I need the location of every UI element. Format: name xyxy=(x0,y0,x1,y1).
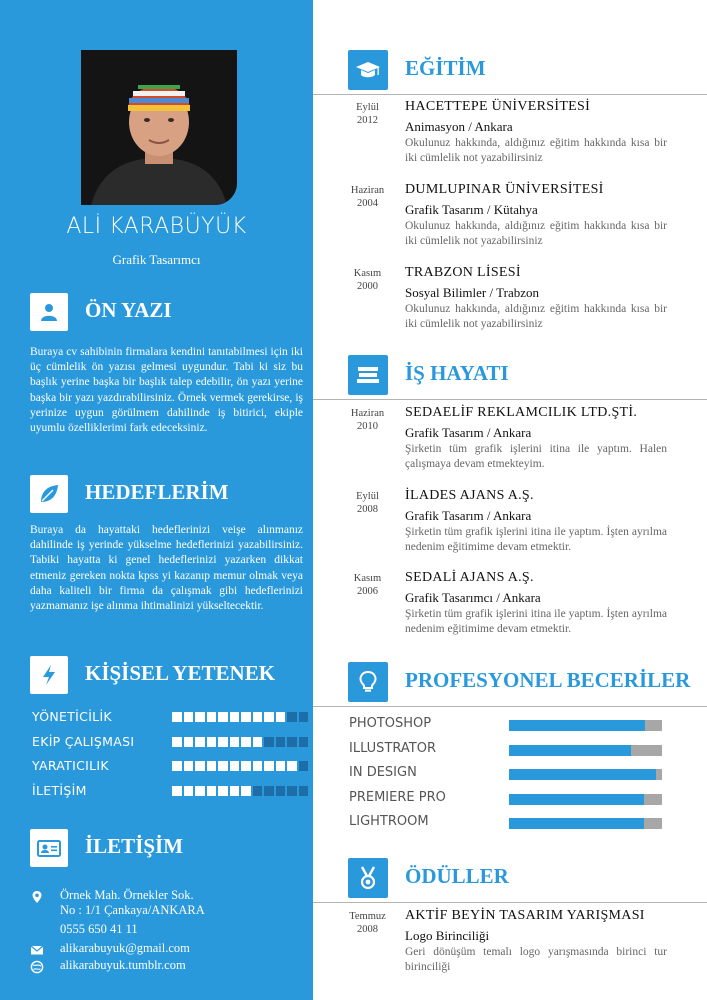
goals-text: Buraya da hayattaki hedeflerinizi veişe alınmanız dahilinde iş yerinde yükselme hedeflerinizi yazabilirsiniz. Tabiki hayatta ki genel hedeflerinizi yazarken dikkat etmeniz gereken nokta kpss yi kazanıp memur olmak veya daha kaliteli bir firma da çalışmak gibi hedeflerinizi yazmamanız işe alınma ihtimalinizi yükseltecektir. xyxy=(30,524,303,613)
pro-skill-row xyxy=(349,763,669,788)
personal-skills-heading: KİŞİSEL YETENEK xyxy=(85,661,276,685)
website[interactable]: alikarabuyuk.tumblr.com xyxy=(60,958,186,972)
sidebar xyxy=(0,0,313,1000)
skill-name: EKİP ÇALIŞMASI xyxy=(32,733,135,749)
skill-level-filled xyxy=(218,786,228,796)
medal-icon xyxy=(348,858,388,898)
entry-title: HACETTEPE ÜNİVERSİTESİ xyxy=(405,99,591,114)
entry-month: Eylül xyxy=(356,102,379,113)
skill-level-filled xyxy=(195,761,205,771)
skill-level-bar xyxy=(172,786,308,796)
profile-title: Grafik Tasarımcı xyxy=(112,252,201,267)
awards-divider xyxy=(313,902,707,903)
skill-level-filled xyxy=(184,761,194,771)
skill-level-bar xyxy=(172,761,308,771)
education-heading: EĞİTİM xyxy=(405,56,486,80)
skill-level-filled xyxy=(264,712,274,722)
entry-year: 2000 xyxy=(357,281,378,292)
skill-level-filled xyxy=(195,737,205,747)
entry-year: 2008 xyxy=(357,504,378,515)
skill-level-filled xyxy=(276,761,286,771)
pro-skill-name: PREMIERE PRO xyxy=(349,789,446,805)
entry-description: Okulunuz hakkında, aldığınız eğitim hakkında kısa bir iki cümlelik not yazabilirsiniz xyxy=(405,303,667,330)
professional-skills-heading: PROFESYONEL BECERİLER xyxy=(405,668,691,692)
skill-level-empty xyxy=(276,737,286,747)
professional-skills-list xyxy=(349,714,669,837)
skill-level-filled xyxy=(218,737,228,747)
contact-heading: İLETİŞİM xyxy=(85,834,184,858)
entry-title: TRABZON LİSESİ xyxy=(405,265,521,280)
globe-icon xyxy=(30,960,44,974)
entry-description: Şirketin tüm grafik işlerini itina ile yaptım. İşten ayrılma nedenim eğitimime devam etmektir. xyxy=(405,526,667,553)
entry-subtitle: Animasyon / Ankara xyxy=(405,119,513,134)
education-divider xyxy=(313,94,707,95)
skill-level-filled xyxy=(218,761,228,771)
skill-level-filled xyxy=(207,712,217,722)
contact-phone xyxy=(30,922,300,938)
skill-level-empty xyxy=(287,737,297,747)
skill-level-filled xyxy=(172,761,182,771)
graduation-cap-icon xyxy=(348,50,388,90)
skill-level-filled xyxy=(207,786,217,796)
skill-level-bar xyxy=(172,712,308,722)
entry-title: DUMLUPINAR ÜNİVERSİTESİ xyxy=(405,182,604,197)
skill-name: İLETİŞİM xyxy=(32,782,87,798)
entry-subtitle: Grafik Tasarımcı / Ankara xyxy=(405,590,541,605)
skill-level-empty xyxy=(276,786,286,796)
profile-photo xyxy=(81,50,237,205)
skill-row xyxy=(32,756,298,781)
pro-skill-track xyxy=(509,745,662,756)
contact-web xyxy=(30,958,300,974)
skill-level-filled xyxy=(230,712,240,722)
skill-level-filled xyxy=(172,712,182,722)
contact-card-icon xyxy=(30,829,68,867)
lightbulb-icon xyxy=(348,662,388,702)
skill-level-filled xyxy=(253,761,263,771)
entry-subtitle: Grafik Tasarım / Kütahya xyxy=(405,202,538,217)
pro-skill-fill xyxy=(509,745,631,756)
pro-skill-fill xyxy=(509,818,644,829)
entry-description: Geri dönüşüm temalı logo yarışmasında birinci tur birinciliği xyxy=(405,946,667,973)
skill-level-bar xyxy=(172,737,308,747)
entry-description: Okulunuz hakkında, aldığınız eğitim hakkında kısa bir iki cümlelik not yazabilirsiniz xyxy=(405,137,667,164)
pro-skill-track xyxy=(509,794,662,805)
entry-month: Kasım xyxy=(353,573,382,584)
entry-title: SEDAELİF REKLAMCILIK LTD.ŞTİ. xyxy=(405,405,638,420)
entry-subtitle: Sosyal Bilimler / Trabzon xyxy=(405,285,539,300)
pro-skill-track xyxy=(509,720,662,731)
pro-skill-track xyxy=(509,818,662,829)
skill-row xyxy=(32,732,298,757)
leaf-icon xyxy=(30,475,68,513)
entry-description: Okulunuz hakkında, aldığınız eğitim hakkında kısa bir iki cümlelik not yazabilirsiniz xyxy=(405,220,667,247)
skill-level-empty xyxy=(253,786,263,796)
entry-title: AKTİF BEYİN TASARIM YARIŞMASI xyxy=(405,908,645,923)
skill-name: YÖNETİCİLİK xyxy=(32,709,112,724)
entry-month: Kasım xyxy=(353,268,382,279)
pro-skill-name: ILLUSTRATOR xyxy=(349,740,436,756)
skill-level-filled xyxy=(172,737,182,747)
skill-level-filled xyxy=(241,737,251,747)
entry-month: Haziran xyxy=(350,185,385,196)
skill-level-empty xyxy=(287,786,297,796)
person-icon xyxy=(30,293,68,331)
pro-skill-name: LIGHTROOM xyxy=(349,814,429,829)
contact-email xyxy=(30,941,300,957)
entry-date xyxy=(340,572,395,598)
entry-year: 2012 xyxy=(357,115,378,126)
pro-skill-name: PHOTOSHOP xyxy=(349,716,432,731)
address-line-1: Örnek Mah. Örnekler Sok. xyxy=(60,888,194,902)
skill-row xyxy=(32,781,298,806)
skill-level-filled xyxy=(195,712,205,722)
entry-title: SEDALİ AJANS A.Ş. xyxy=(405,570,534,585)
entry-description: Şirketin tüm grafik işlerini itina ile yaptım. İşten ayrılma nedenim eğitimime devam etmektir. xyxy=(405,608,667,635)
entry-title: İLADES AJANS A.Ş. xyxy=(405,488,534,503)
skill-level-filled xyxy=(184,786,194,796)
skill-level-empty xyxy=(299,737,309,747)
about-heading: ÖN YAZI xyxy=(85,298,172,322)
pro-skill-fill xyxy=(509,794,644,805)
awards-heading: ÖDÜLLER xyxy=(405,864,509,888)
pro-skill-row xyxy=(349,739,669,764)
skill-level-filled xyxy=(241,712,251,722)
entry-month: Haziran xyxy=(350,408,385,419)
entry-month: Temmuz xyxy=(349,911,386,922)
skill-level-filled xyxy=(184,712,194,722)
about-text: Buraya cv sahibinin firmalara kendini tanıtabilmesi için iki üç cümlelik ön yazısı gelmesi uygundur. Tabi ki siz bu başlık yerine başka bir başlık talep edebilir, ön yazı yerine başka bir yazı yazdırabilirsiniz. Örnek vermek gerekirse, iş yerinize uygun görülmem dahilinde iş bitirici, ekiple uyumlu özelliklerimi fark edeceksiniz. xyxy=(30,346,303,435)
skill-level-filled xyxy=(184,737,194,747)
skill-level-empty xyxy=(299,761,309,771)
skill-level-empty xyxy=(299,712,309,722)
goals-heading: HEDEFLERİM xyxy=(85,480,229,504)
skill-level-filled xyxy=(207,761,217,771)
books-icon xyxy=(348,355,388,395)
skill-level-empty xyxy=(287,712,297,722)
pro-skill-fill xyxy=(509,720,645,731)
entry-year: 2010 xyxy=(357,421,378,432)
work-divider xyxy=(313,399,707,400)
skill-level-filled xyxy=(241,786,251,796)
envelope-icon xyxy=(30,943,44,957)
pro-skill-row xyxy=(349,788,669,813)
skill-level-filled xyxy=(287,761,297,771)
contact-address xyxy=(30,888,300,920)
entry-subtitle: Grafik Tasarım / Ankara xyxy=(405,508,532,523)
entry-year: 2004 xyxy=(357,198,378,209)
skill-level-filled xyxy=(172,786,182,796)
pro-skill-row xyxy=(349,714,669,739)
entry-date xyxy=(340,910,395,936)
skill-level-filled xyxy=(241,761,251,771)
entry-date xyxy=(340,490,395,516)
entry-date xyxy=(340,184,395,210)
skill-level-empty xyxy=(299,786,309,796)
phone-number: 0555 650 41 11 xyxy=(60,922,138,936)
personal-skills-list xyxy=(32,707,298,805)
location-pin-icon xyxy=(30,890,44,904)
entry-year: 2006 xyxy=(357,586,378,597)
profile-name: ALİ KARABÜYÜK xyxy=(66,214,247,239)
entry-year: 2008 xyxy=(357,924,378,935)
skill-name: YARATICILIK xyxy=(32,758,109,773)
skill-level-filled xyxy=(276,712,286,722)
professional-skills-divider xyxy=(313,706,707,707)
pro-skill-fill xyxy=(509,769,656,780)
skill-level-filled xyxy=(207,737,217,747)
entry-date xyxy=(340,267,395,293)
entry-date xyxy=(340,101,395,127)
pro-skill-name: IN DESIGN xyxy=(349,765,417,780)
work-heading: İŞ HAYATI xyxy=(405,361,509,385)
pro-skill-row xyxy=(349,812,669,837)
skill-level-filled xyxy=(264,761,274,771)
skill-level-filled xyxy=(230,786,240,796)
skill-level-empty xyxy=(264,737,274,747)
entry-description: Şirketin tüm grafik işlerini itina ile yaptım. Halen çalışmaya devam etmekteyim. xyxy=(405,443,667,470)
entry-date xyxy=(340,407,395,433)
lightning-icon xyxy=(30,656,68,694)
skill-level-filled xyxy=(195,786,205,796)
skill-level-filled xyxy=(253,737,263,747)
address-line-2: No : 1/1 Çankaya/ANKARA xyxy=(60,903,205,917)
skill-level-filled xyxy=(253,712,263,722)
skill-row xyxy=(32,707,298,732)
skill-level-empty xyxy=(264,786,274,796)
pro-skill-track xyxy=(509,769,662,780)
skill-level-filled xyxy=(230,761,240,771)
entry-month: Eylül xyxy=(356,491,379,502)
skill-level-filled xyxy=(230,737,240,747)
email-address[interactable]: alikarabuyuk@gmail.com xyxy=(60,941,190,955)
entry-subtitle: Grafik Tasarım / Ankara xyxy=(405,425,532,440)
entry-subtitle: Logo Birinciliği xyxy=(405,928,490,943)
skill-level-filled xyxy=(218,712,228,722)
